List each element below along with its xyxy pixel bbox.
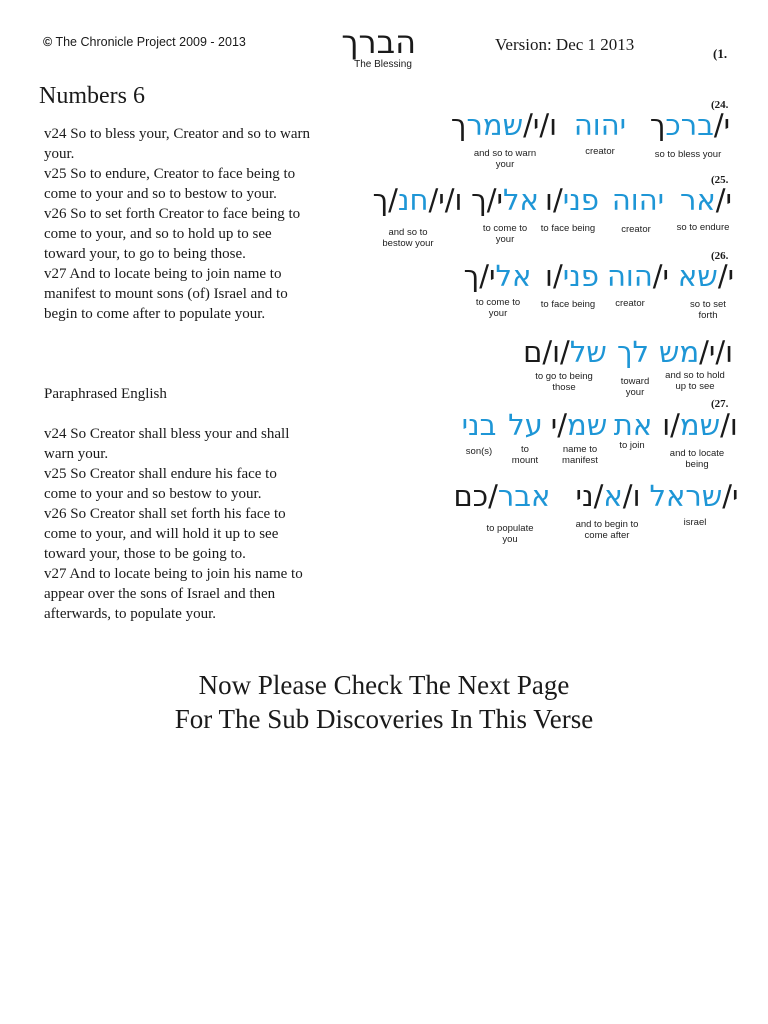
page-marker: (1. — [713, 46, 728, 61]
literal-line: begin to come after to populate your. — [44, 306, 266, 322]
title-hebrew: הברך — [341, 23, 416, 61]
paraphrase-line: appear over the sons of Israel and then — [44, 586, 276, 602]
copyright-line — [43, 35, 246, 49]
literal-line: v27 And to locate being to join name to — [44, 266, 282, 282]
word-gloss: and to locate being — [669, 448, 725, 470]
hebrew-word: ו/י/שמרך — [450, 108, 558, 142]
hebrew-word: יהוה — [573, 108, 627, 142]
word-gloss: and so to warn your — [473, 148, 537, 170]
hebrew-word: י/ברכך — [649, 108, 731, 142]
closing-line: For The Sub Discoveries In This Verse — [174, 704, 594, 734]
word-gloss: to mount — [511, 444, 539, 466]
word-gloss: so to bless your — [654, 149, 722, 160]
paraphrase-line: come to your and so bestow to your. — [44, 486, 262, 502]
verse-marker-24: (24. — [711, 99, 729, 111]
copyright-text: The Chronicle Project 2009 - 2013 — [55, 35, 246, 49]
verse-marker-27: (27. — [711, 398, 729, 410]
literal-line: your. — [44, 146, 75, 162]
paraphrase-line: afterwards, to populate your. — [44, 606, 217, 622]
word-gloss: israel — [683, 517, 707, 528]
word-gloss: to face being — [540, 299, 596, 310]
hebrew-word: י/הוה — [606, 259, 670, 293]
word-gloss: to face being — [540, 223, 596, 234]
paraphrase-translation — [44, 424, 374, 624]
literal-line: come to your, and so to hold up to see — [44, 226, 272, 242]
hebrew-word: י/שראל — [649, 479, 739, 513]
hebrew-word: פני/ו — [545, 259, 599, 293]
hebrew-word: בני — [461, 408, 497, 442]
hebrew-word: של/ו/ם — [523, 335, 607, 369]
hebrew-word: י/שא — [677, 259, 735, 293]
hebrew-word: פני/ו — [545, 183, 599, 217]
paraphrase-line: v25 So Creator shall endure his face to — [44, 466, 277, 482]
paraphrase-line: come to your, and will hold it up to see — [44, 526, 279, 542]
word-gloss: to come to your — [482, 223, 528, 245]
hebrew-word: אלי/ך — [463, 259, 532, 293]
hebrew-word: ו/י/חנ/ך — [372, 183, 463, 217]
hebrew-word: ו/י/מש — [658, 335, 734, 369]
verse-marker-25: (25. — [711, 174, 729, 186]
literal-line: v26 So to set forth Creator to face being to — [44, 206, 301, 222]
closing-line: Now Please Check The Next Page — [198, 670, 570, 700]
word-gloss: to come to your — [475, 297, 521, 319]
version-label: Version: Dec 1 2013 — [495, 35, 635, 54]
hebrew-word: יהוה — [611, 183, 665, 217]
word-gloss: son(s) — [465, 446, 493, 457]
word-gloss: so to endure — [676, 222, 730, 233]
paraphrase-line: warn your. — [44, 446, 109, 462]
literal-line: come to your and so to bestow to your. — [44, 186, 277, 202]
hebrew-word: ו/א/ני — [575, 479, 641, 513]
literal-line: v24 So to bless your, Creator and so to warn — [44, 126, 311, 142]
title-subtitle: The Blessing — [354, 59, 412, 70]
paraphrase-heading: Paraphrased English — [44, 386, 167, 402]
word-gloss: creator — [615, 298, 645, 309]
paraphrase-line: v26 So Creator shall set forth his face to — [44, 506, 286, 522]
paraphrase-line: toward your, those to be going to. — [44, 546, 246, 562]
word-gloss: to join — [619, 440, 645, 451]
word-gloss: name to manifest — [562, 444, 598, 466]
paraphrase-line: v27 And to locate being to join his name to — [44, 566, 303, 582]
section-title: Numbers 6 — [39, 83, 145, 109]
hebrew-word: י/אר — [679, 183, 733, 217]
hebrew-word: ו/שמ/ו — [662, 408, 738, 442]
paraphrase-line: v24 So Creator shall bless your and shall — [44, 426, 290, 442]
word-gloss: creator — [585, 146, 615, 157]
word-gloss: toward your — [620, 376, 650, 398]
literal-translation — [44, 124, 374, 324]
hebrew-word: אבר/כם — [453, 479, 551, 513]
hebrew-word: אלי/ך — [471, 183, 539, 217]
word-gloss: so to set forth — [690, 299, 726, 321]
word-gloss: to go to being those — [535, 371, 593, 393]
closing-message — [0, 668, 768, 736]
word-gloss: creator — [621, 224, 651, 235]
word-gloss: to populate you — [486, 523, 534, 545]
word-gloss: and so to hold up to see — [665, 370, 725, 392]
literal-line: v25 So to endure, Creator to face being to — [44, 166, 296, 182]
hebrew-word: על — [508, 408, 543, 442]
hebrew-word: שמ/י — [550, 408, 608, 442]
literal-line: toward your, to go to being those. — [44, 246, 246, 262]
verse-marker-26: (26. — [711, 250, 729, 262]
word-gloss: and to begin to come after — [575, 519, 639, 541]
literal-line: manifest to mount sons (of) Israel and to — [44, 286, 288, 302]
word-gloss: and so to bestow your — [382, 227, 434, 249]
hebrew-word: את — [613, 408, 653, 442]
hebrew-word: לך — [616, 335, 650, 369]
copyright-icon: © — [43, 35, 53, 49]
